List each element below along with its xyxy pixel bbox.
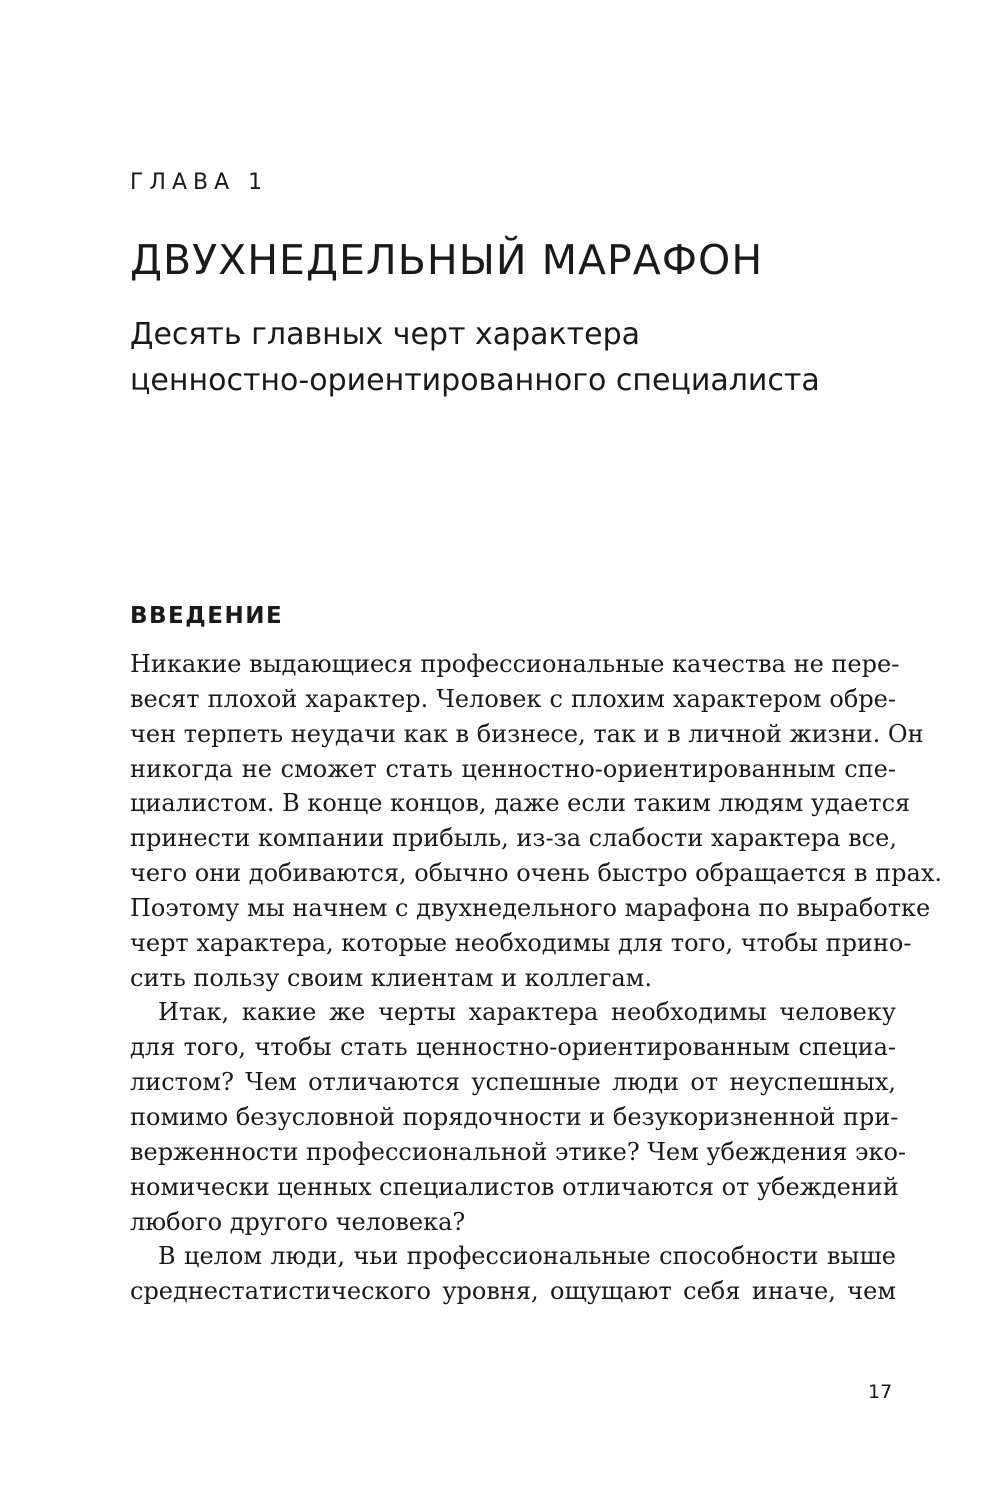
text-line: весят плохой характер. Человек с плохим характером обре- bbox=[130, 684, 896, 713]
chapter-title: ДВУХНЕДЕЛЬНЫЙ МАРАФОН bbox=[130, 236, 764, 284]
text-line: принести компании прибыль, из-за слабости характера все, bbox=[130, 824, 897, 853]
text-line: любого другого человека? bbox=[130, 1207, 466, 1236]
paragraph-3 bbox=[130, 1239, 896, 1309]
text-line: для того, чтобы стать ценностно-ориентированным специа- bbox=[130, 1033, 896, 1062]
paragraph-1 bbox=[130, 647, 943, 995]
text-line: листом? Чем отличаются успешные люди от неуспешных, bbox=[130, 1068, 896, 1097]
text-line: чего они добиваются, обычно очень быстро обращается в прах. bbox=[130, 859, 943, 888]
text-line: верженности профессиональной этике? Чем убеждения эко- bbox=[130, 1137, 907, 1166]
text-line: помимо безусловной порядочности и безукоризненной при- bbox=[130, 1102, 899, 1131]
text-line: Никакие выдающиеся профессиональные качества не пере- bbox=[130, 650, 900, 678]
chapter-subtitle bbox=[130, 312, 890, 404]
chapter-subtitle-line: ценностно-ориентированного специалиста bbox=[130, 363, 820, 398]
text-line: среднестатистического уровня, ощущают себя иначе, чем bbox=[130, 1277, 896, 1306]
text-line: никогда не сможет стать ценностно-ориентированным спе- bbox=[130, 754, 896, 783]
chapter-label: ГЛАВА 1 bbox=[130, 170, 269, 195]
text-line: Поэтому мы начнем с двухнедельного марафона по выработке bbox=[130, 893, 931, 922]
chapter-subtitle-line: Десять главных черт характера bbox=[130, 317, 640, 352]
page-number: 17 bbox=[868, 1381, 893, 1403]
text-line: циалистом. В конце концов, даже если таким людям удается bbox=[130, 789, 911, 818]
text-line: номически ценных специалистов отличаются от убеждений bbox=[130, 1172, 899, 1201]
body-text bbox=[130, 647, 943, 1309]
text-line: чен терпеть неудачи как в бизнесе, так и в личной жизни. Он bbox=[130, 719, 924, 748]
text-line: В целом люди, чьи профессиональные способности выше bbox=[158, 1242, 896, 1271]
text-line: Итак, какие же черты характера необходимы человеку bbox=[158, 998, 896, 1027]
text-line: сить пользу своим клиентам и коллегам. bbox=[130, 963, 652, 992]
section-heading: ВВЕДЕНИЕ bbox=[130, 603, 284, 629]
paragraph-2 bbox=[130, 995, 907, 1239]
text-line: черт характера, которые необходимы для того, чтобы прино- bbox=[130, 928, 912, 957]
